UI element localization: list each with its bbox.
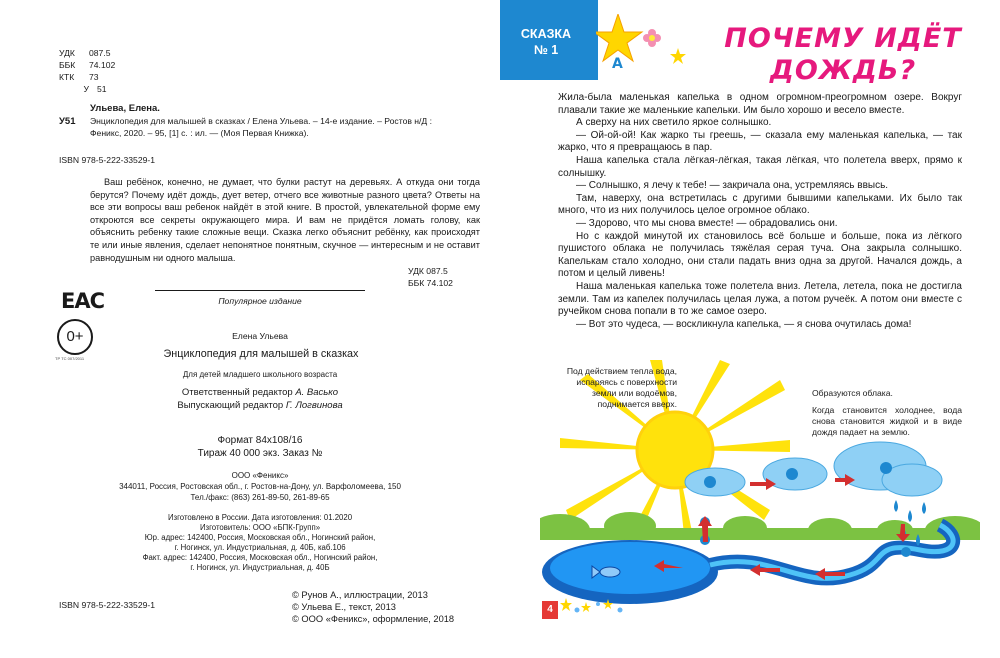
made-in: Изготовлено в России. Дата изготовления: 01.2020 (167, 513, 353, 522)
bbk-right: ББК 74.102 (408, 278, 453, 288)
age-rating-badge: 0+ (57, 319, 93, 355)
popular-edition: Популярное издание (218, 296, 302, 306)
book-title: Энциклопедия для малышей в сказках (163, 348, 359, 360)
story-paragraph: — Вот это чудеса, — воскликнула капелька, — я снова очутилась дома! (576, 318, 912, 330)
story-paragraph: Там, наверху, она встретилась с другими бывшими капельками. Их было так много, что из них получилось целое огромное облако. (558, 192, 962, 217)
bbk-row: ББК 74.102 (59, 60, 116, 70)
letter-a-decor: A (612, 56, 623, 72)
story-paragraph: Наша капелька стала лёгкая-лёгкая, такая лёгкая, что полетела вверх, прямо к солнышку. (558, 154, 962, 179)
story-paragraph: А сверху на них светило яркое солнышко. (576, 117, 772, 129)
divider (155, 290, 365, 291)
annotation: Ваш ребёнок, конечно, не думает, что булки растут на деревьях. А откуда они тогда берутся? Почему идёт дождь, дует ветер, отчего все животные разного цвета? Ответы на все эти вопросы ваш ребенок найдёт в этой книге. В простой, увлекательной форме ему откроются все секреты окружающего мира. И вам не придётся ломать голову, как объяснить ребенку такие сложные вещи. Сказка легко объяснит ребёнку, как происходят те или иные явления, сделает непонятное понятным, скучное — интересным и не оставит равнодушным ни одного малыша. (90, 177, 480, 263)
cert-text: ТР ТС 007/2011 (55, 356, 85, 361)
responsible-editor: Ответственный редактор А. Васько (181, 387, 339, 398)
u-row: У 51 (83, 84, 107, 94)
isbn-top: ISBN 978-5-222-33529-1 (59, 155, 156, 165)
story-title-line-1: ПОЧЕМУ ИДЁТ (724, 23, 962, 54)
story-paragraph: — Солнышко, я лечу к тебе! — закричала она, устремляясь ввысь. (576, 180, 889, 192)
story-text (558, 92, 962, 331)
legal-address-2: г. Ногинск, ул. Индустриальная, д. 40Б, каб.106 (174, 543, 346, 552)
star-icon (596, 14, 642, 61)
page-number-decor (560, 596, 630, 618)
format: Формат 84x108/16 (217, 435, 303, 446)
story-title-line-2: ДОЖДЬ? (769, 55, 917, 86)
isbn-bottom: ISBN 978-5-222-33529-1 (59, 600, 156, 610)
audience: Для детей младшего школьного возраста (182, 370, 338, 379)
biblio-line-1: Энциклопедия для малышей в сказках / Елена Ульева. – 14-е издание. – Ростов н/Д : (90, 116, 433, 126)
author-code: У51 (59, 116, 76, 127)
copyright-text: © Ульева Е., текст, 2013 (292, 602, 396, 612)
page-number: 4 (542, 601, 558, 619)
badge-label: СКАЗКА (520, 27, 572, 41)
story-paragraph: — Здорово, что мы снова вместе! — обрадовались они. (576, 217, 838, 229)
badge-number: № 1 (533, 43, 559, 57)
manufacturer: Изготовитель: ООО «БПК-Групп» (199, 523, 321, 532)
copyright-design: © ООО «Феникс», оформление, 2018 (292, 614, 455, 624)
small-star-icon (670, 48, 686, 64)
issuing-editor: Выпускающий редактор Г. Логвинова (177, 400, 343, 411)
biblio-line-2: Феникс, 2020. – 95, [1] с. : ил. — (Моя Первая Книжка). (90, 128, 309, 138)
ktk-row: КТК 73 (59, 72, 99, 82)
publisher: ООО «Феникс» (231, 471, 289, 480)
eac-mark: ЕАС (61, 289, 105, 313)
publisher-tel: Тел./факс: (863) 261-89-50, 261-89-65 (190, 493, 330, 502)
actual-address-2: г. Ногинск, ул. Индустриальная, д. 40Б (190, 563, 330, 572)
caption-clouds: Образуются облака. (812, 388, 893, 398)
small-star-icon (560, 598, 613, 612)
udk-right: УДК 087.5 (408, 266, 448, 276)
book-author: Елена Ульева (232, 331, 288, 341)
author-heading: Ульева, Елена. (90, 103, 160, 114)
publisher-address: 344011, Россия, Ростовская обл., г. Ростов-на-Дону, ул. Варфоломеева, 150 (119, 482, 401, 491)
decor-stars (596, 14, 691, 72)
story-paragraph: Наша маленькая капелька тоже полетела вниз. Летела, летела, пока не достигла земли. Там из капелек получилась целая лужа, а потом ручеёк. А потом они вместе с ручейком снова попали в то же самое озеро. (558, 280, 962, 318)
story-paragraph: Жила-была маленькая капелька в одном огромном-преогромном озере. Вокруг плавали такие же маленькие капельки. Им было хорошо и весело вместе. (558, 92, 962, 116)
story-paragraph: — Ой-ой-ой! Как жарко ты греешь, — сказала ему маленькая капелька, — так жарко, что я превращаюсь в пар. (558, 129, 962, 154)
copyright-illustrations: © Рунов А., иллюстрации, 2013 (292, 590, 428, 600)
actual-address-1: Факт. адрес: 142400, Россия, Московская обл., Ногинский район, (142, 553, 378, 562)
legal-address-1: Юр. адрес: 142400, Россия, Московская обл., Ногинский район, (144, 533, 376, 542)
caption-rain: Когда становится холоднее, вода снова становится жидкой и в виде дождя падает на землю. (812, 405, 962, 437)
udk-row: УДК 087.5 (59, 48, 111, 58)
print-run: Тираж 40 000 экз. Заказ № (197, 448, 323, 459)
story-paragraph: Но с каждой минутой их становилось всё больше и больше, пока из лёгкого пушистого облака не получилась тяжёлая серая туча. Она закрыла солнышко. Капелькам стало холодно, они стали падать вниз одна за другой. Начался дождь, а потом и целый ливень! (558, 230, 962, 280)
caption-evaporation: Под действием тепла вода, испаряясь с поверхности земли или водоёмов, поднимается вверх. (566, 366, 677, 409)
flower-icon (643, 29, 661, 47)
